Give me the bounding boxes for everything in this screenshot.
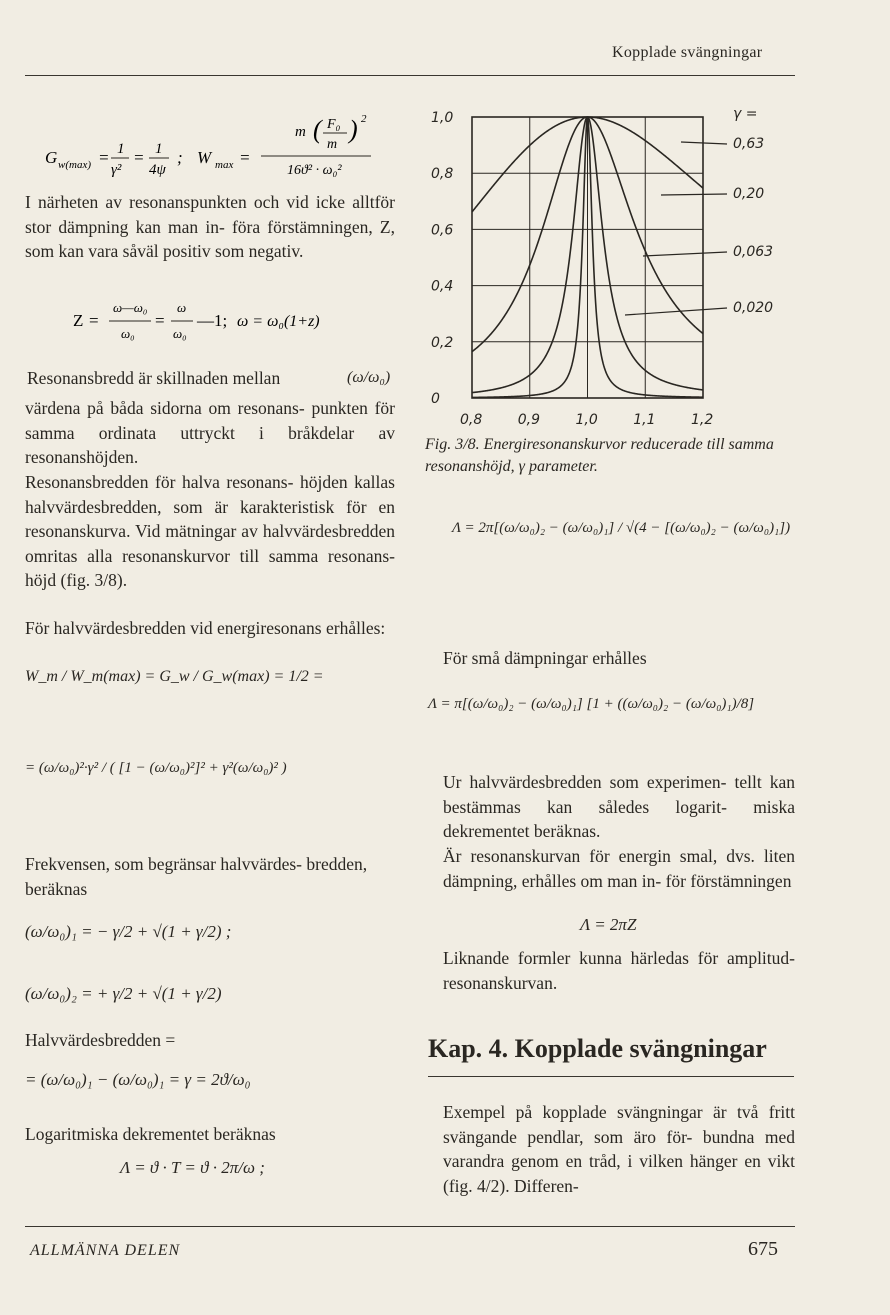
footer-rule — [25, 1226, 795, 1227]
paragraph-sma-dampningar: För små dämpningar erhålles — [443, 648, 647, 668]
legend-leader — [625, 308, 727, 315]
svg-text:max: max — [215, 159, 234, 171]
equation-z — [25, 296, 395, 344]
svg-text:(: ( — [313, 115, 322, 144]
paragraph-ur-halvvardesbredden: Ur halvvärdesbredden som experimen- tellt kan bestämmas kan således logarit- miska dekrementet beräknas. — [443, 772, 795, 841]
x-tick-label: 0,9 — [517, 412, 541, 428]
resonansbredd-text: Resonansbredd är skillnaden mellan — [27, 368, 281, 388]
paragraph-exempel: Exempel på kopplade svängningar är två fritt svängande pendlar, som äro för- bundna med varandra genom en tråd, i vilken hänger en vikt (fig. 4/2). Differen- — [443, 1102, 795, 1196]
resonance-chart-svg — [425, 100, 795, 430]
x-tick-label: 1,1 — [633, 412, 656, 428]
svg-text:ω₀: ω₀ — [173, 326, 187, 341]
y-tick-label: 0,2 — [431, 334, 454, 351]
svg-text:ω: ω — [177, 300, 187, 315]
legend-leader — [643, 252, 727, 256]
svg-text:16ϑ² · ω₀²: 16ϑ² · ω₀² — [287, 163, 342, 178]
resonansbredd-fraction: (ω/ω₀) — [347, 369, 391, 386]
equation-halfwidth: = (ω/ω₀)₁ − (ω/ω₀)₁ = γ = 2ϑ/ω₀ — [25, 1070, 251, 1089]
svg-text:2: 2 — [361, 113, 367, 125]
legend-label: 0,020 — [733, 300, 774, 316]
equation-lambda-3: Λ = 2πZ — [580, 915, 637, 934]
svg-text:m: m — [295, 124, 306, 140]
svg-text:=: = — [98, 148, 110, 167]
svg-text:—1;: —1; — [197, 311, 228, 330]
paragraph-forstamning: I närheten av resonanspunkten och vid icke alltför stor dämpning kan man in- föra förstämningen, Z, som kan vara såväl positiv som negativ. — [25, 192, 395, 261]
svg-text:): ) — [349, 115, 358, 144]
svg-text:;: ; — [177, 148, 183, 167]
y-tick-label: 0,8 — [431, 166, 454, 183]
legend-label: 0,063 — [733, 244, 774, 260]
svg-text:G: G — [45, 148, 58, 167]
paragraph-energiresonans: För halvvärdesbredden vid energiresonans erhålles: — [25, 618, 386, 638]
x-tick-label: 0,8 — [460, 412, 483, 428]
svg-text:ω—ω₀: ω—ω₀ — [113, 300, 148, 315]
equation-log-decrement: Λ = ϑ · T = ϑ · 2π/ω ; — [120, 1158, 265, 1177]
y-tick-label: 1,0 — [431, 110, 454, 126]
paragraph-halvvardesbredd: Resonansbredden för halva resonans- höjden kallas halvvärdesbredden, som är karakteristisk för en resonanskurva. Vid mätningar av halvvärdesbredden omritas alla resonanskurvor till samma resonans- höjd (fig. 3/8). — [25, 472, 395, 590]
x-tick-label: 1,2 — [691, 412, 714, 428]
equation-g-max — [25, 108, 395, 178]
legend-label: 0,63 — [733, 136, 765, 152]
svg-text:W: W — [197, 148, 212, 167]
y-tick-label: 0,6 — [431, 222, 454, 239]
equation-half-value-2: = (ω/ω₀)²·γ² / ( [1 − (ω/ω₀)²]² + γ²(ω/ω₀)² ) — [25, 760, 287, 776]
svg-text:1: 1 — [117, 141, 125, 157]
equation-lambda-2: Λ = π[(ω/ω₀)₂ − (ω/ω₀)₁] [1 + ((ω/ω₀)₂ − (ω/ω₀)₁)/8] — [428, 696, 755, 712]
y-tick-label: 0 — [431, 391, 440, 407]
resonance-chart — [425, 100, 795, 430]
equation-omega-1: (ω/ω₀)₁ = − γ/2 + √(1 + γ/2) ; — [25, 922, 232, 941]
svg-text:w(max): w(max) — [58, 159, 91, 171]
paragraph-halvvardesbredden-label: Halvvärdesbredden = — [25, 1030, 176, 1050]
legend-leader — [661, 194, 727, 195]
legend-leader — [681, 142, 727, 144]
svg-text:=: = — [89, 311, 99, 330]
y-tick-label: 0,4 — [431, 278, 454, 295]
svg-text:1: 1 — [155, 141, 163, 157]
svg-text:=: = — [133, 148, 145, 167]
svg-text:Z: Z — [73, 311, 84, 330]
svg-text:=: = — [155, 311, 165, 330]
figure-caption: Fig. 3/8. Energiresonanskurvor reducerade till samma resonanshöjd, γ parameter. — [425, 436, 774, 475]
page-number: 675 — [748, 1238, 778, 1260]
chapter-title: Kap. 4. Kopplade svängningar — [428, 1034, 767, 1063]
x-tick-label: 1,0 — [575, 412, 598, 428]
running-title: Kopplade svängningar — [612, 44, 763, 61]
chapter-rule — [428, 1076, 794, 1077]
paragraph-logaritmiska: Logaritmiska dekrementet beräknas — [25, 1124, 276, 1144]
paragraph-frekvensen: Frekvensen, som begränsar halvvärdes- bredden, beräknas — [25, 854, 368, 899]
svg-text:=: = — [239, 148, 251, 167]
paragraph-resonansbredd: värdena på båda sidorna om resonans- punkten för samma ordinata uttryckt i bråkdelar av resonanshöjden. — [25, 398, 395, 467]
svg-text:γ²: γ² — [111, 162, 122, 178]
footer-section: ALLMÄNNA DELEN — [30, 1242, 181, 1259]
legend-label: 0,20 — [733, 186, 765, 202]
svg-text:ω = ω₀(1+z): ω = ω₀(1+z) — [237, 313, 320, 330]
svg-text:ω₀: ω₀ — [121, 326, 135, 341]
paragraph-liknande: Liknande formler kunna härledas för amplitud-resonanskurvan. — [443, 948, 795, 993]
header-rule — [25, 75, 795, 76]
legend-title: γ = — [733, 106, 758, 122]
equation-omega-2: (ω/ω₀)₂ = + γ/2 + √(1 + γ/2) — [25, 984, 222, 1003]
svg-text:m: m — [327, 137, 338, 152]
equation-lambda-1: Λ = 2π[(ω/ω₀)₂ − (ω/ω₀)₁] / √(4 − [(ω/ω₀)₂ − (ω/ω₀)₁]) — [452, 520, 791, 536]
svg-text:F₀: F₀ — [327, 117, 341, 132]
paragraph-resonanskurvan: Är resonanskurvan för energin smal, dvs. liten dämpning, erhålles om man in- för förstämningen — [443, 846, 795, 891]
paragraph-resonansbredd-line — [25, 356, 395, 396]
svg-text:4ψ: 4ψ — [149, 162, 166, 178]
equation-half-value: W_m / W_m(max) = G_w / G_w(max) = 1/2 = — [25, 668, 324, 685]
